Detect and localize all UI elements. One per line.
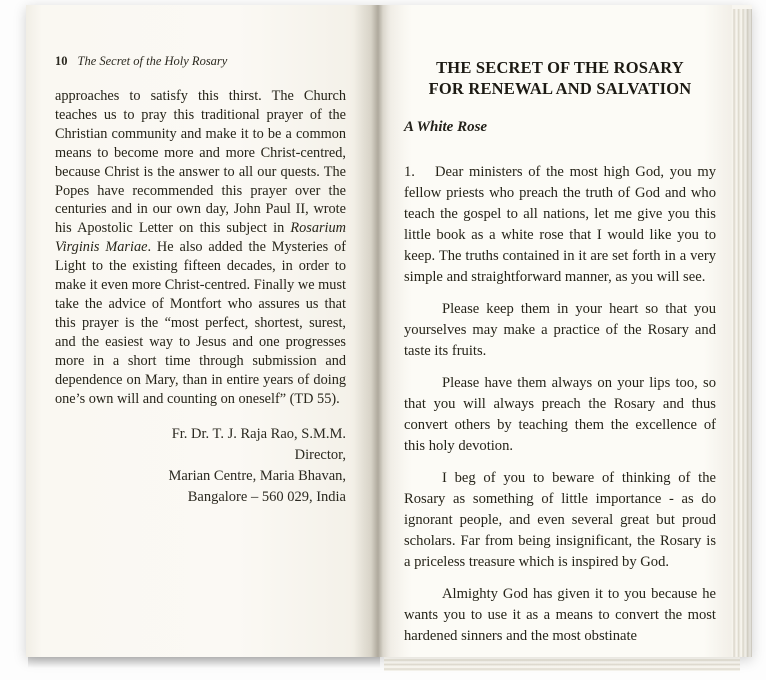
page-number: 10: [55, 54, 68, 68]
paragraph-4: I beg of you to beware of thinking of the Rosary as something of little importance - as do ignorant people, and even several great but proud scholars. Far from being insignificant, the Rosary is a priceless treasure which is inspired by God.: [404, 470, 716, 570]
paragraph-number: 1.: [404, 164, 415, 180]
chapter-title: [404, 57, 716, 99]
right-page: [378, 5, 732, 657]
left-body-text-before: approaches to satisfy this thirst. The Church teaches us to pray this traditional prayer of the Christian community and make it to be a common means to become more and more Christ-centred, because Christ is the answer to all our quests. The Popes have recommended this prayer over the centuries and in our own day, John Paul II, wrote his Apostolic Letter on this subject in: [55, 88, 346, 237]
page-edge-stack-bottom: [384, 657, 740, 671]
open-book: [26, 5, 752, 657]
chapter-title-line-2: FOR RENEWAL AND SALVATION: [428, 79, 692, 98]
signature-block: [55, 424, 346, 508]
paragraph-3: Please have them always on your lips too, so that you will always preach the Rosary and thus convert others by teaching them the excellence of this holy devotion.: [404, 375, 716, 454]
left-body-paragraph: [55, 87, 346, 408]
page-edge-stack-right: [731, 9, 752, 657]
signature-organisation: Marian Centre, Maria Bhavan,: [168, 468, 346, 485]
paragraph-2: Please keep them in your heart so that you yourselves may make a practice of the Rosary and taste its fruits.: [404, 301, 716, 359]
paragraph-5: Almighty God has given it to you because he wants you to use it as a means to convert the most hardened sinners and the most obstinate: [404, 586, 716, 644]
signature-address: Bangalore – 560 029, India: [187, 489, 346, 506]
signature-role: Director,: [294, 447, 346, 464]
latin-title-italic: Rosarium Virginis Mariae: [55, 220, 346, 256]
left-page-bottom-shadow: [28, 657, 380, 668]
chapter-title-line-1: THE SECRET OF THE ROSARY: [436, 58, 684, 77]
signature-name: Fr. Dr. T. J. Raja Rao, S.M.M.: [171, 426, 346, 443]
paragraph-1: [404, 162, 716, 288]
running-title: The Secret of the Holy Rosary: [77, 54, 228, 68]
paragraph-1-text: Dear ministers of the most high God, you my fellow priests who preach the truth of God and who teach the gospel to all nations, let me give you this little book as a white rose that I would like you to keep. The truths contained in it are set forth in a very simple and straightforward manner, as you will see.: [404, 164, 716, 285]
left-page: [26, 5, 378, 657]
section-subtitle: A White Rose: [404, 119, 488, 135]
running-header: [55, 53, 346, 69]
left-body-text-after: . He also added the Mysteries of Light to the existing fifteen decades, in order to make it even more Christ-centred. Finally we must take the advice of Montfort who assures us that this prayer is the “most perfect, shortest, surest, and the easiest way to Jesus and one progresses more in a short time through submission and dependence on Mary, than in entire years of doing one’s own will and counting on oneself” (TD 55).: [55, 239, 346, 407]
